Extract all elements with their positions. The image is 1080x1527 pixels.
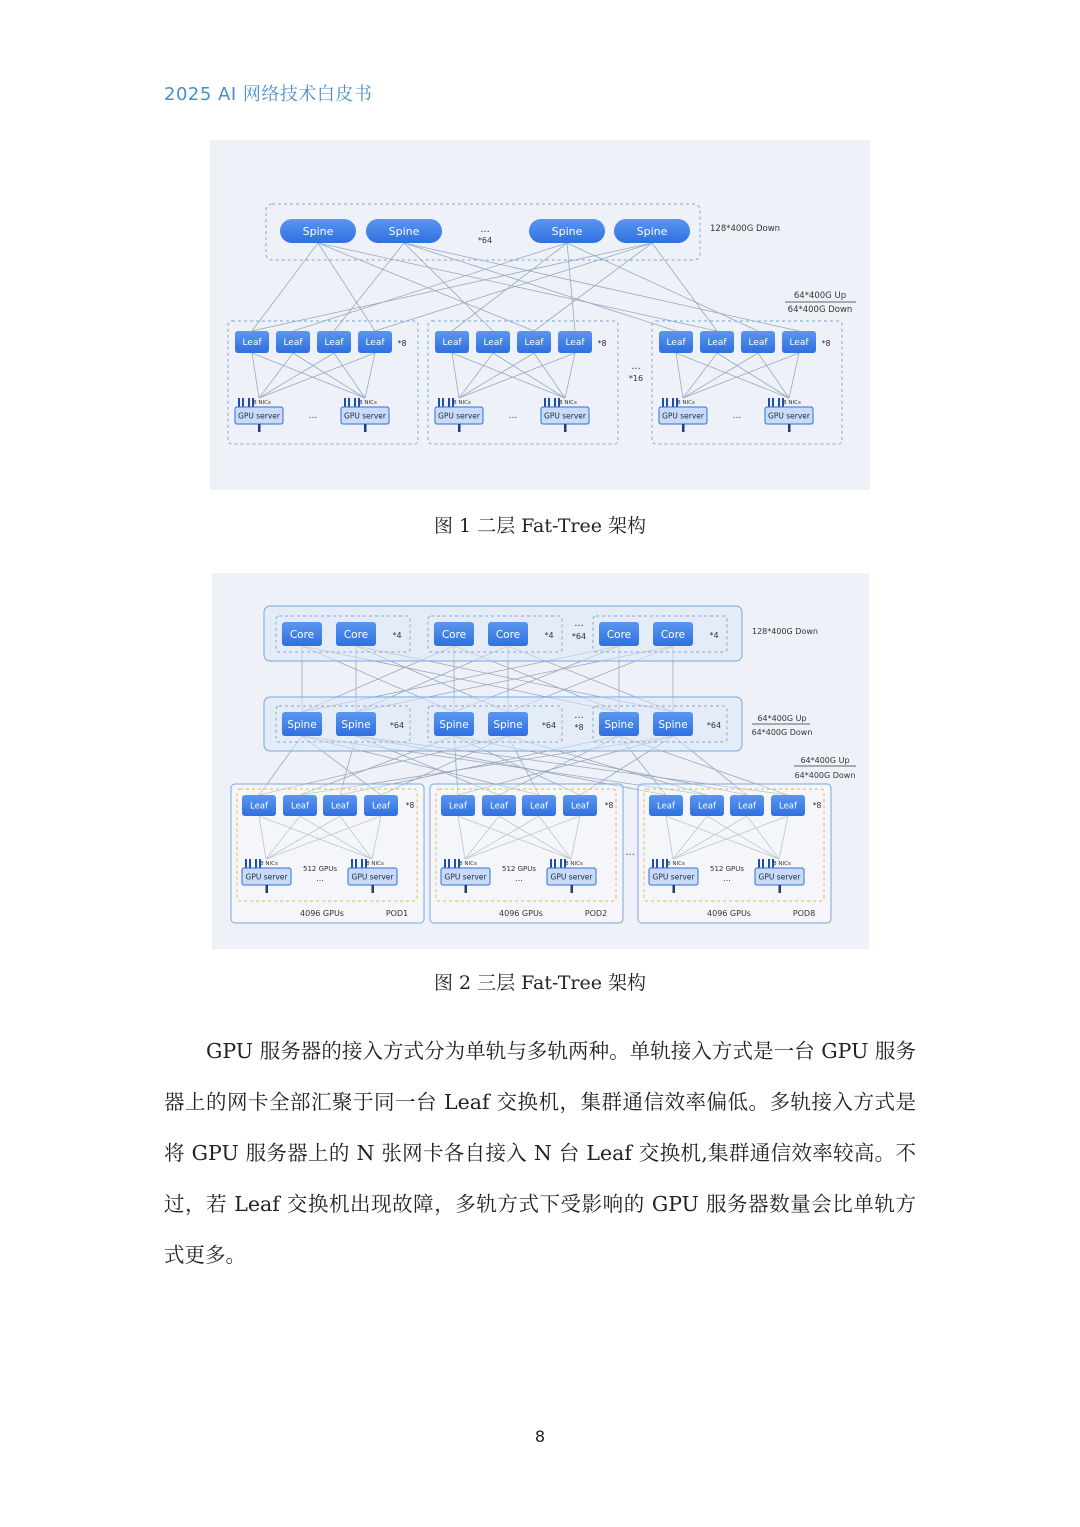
gpu-server [435,398,483,432]
spine-switch [599,712,639,736]
core-switch-label: Core [495,628,521,641]
core-switch-label: Core [289,628,315,641]
nics-label: 8 NICs [773,861,791,867]
core-switch [599,622,639,646]
server-label: GPU server [758,872,801,882]
leaf-switch-label: Leaf [737,801,757,812]
leaf-switch-label: Leaf [778,801,798,812]
spine-switch-label: Spine [287,718,317,731]
core-switch-label: Core [660,628,686,641]
svg-text:Spine: Spine [636,225,668,238]
core-switch [488,622,528,646]
spine-count-note: *64 [477,236,493,245]
leaf-switch-label: Leaf [324,338,344,349]
leaf-count-note: *8 [821,339,831,348]
leaf-switch-label: Leaf [442,338,462,349]
spine-up-label: 64*400G Up [757,714,807,723]
leaf-switch-label: Leaf [565,338,585,349]
gpu-server [659,398,707,432]
spine-group-note: *64 [389,721,405,730]
leaf-switch [690,795,724,816]
leaf-switch-label: Leaf [290,801,310,812]
leaf-switch [276,331,310,353]
nics-label: 8 NICs [366,861,384,867]
nics-label: 8 NICs [677,400,695,406]
gpu-server [541,398,589,432]
leaf-switch [563,795,597,816]
leaf-switch [782,331,816,353]
leaf-note: *8 [604,801,614,810]
spine-switch [366,219,442,243]
body-paragraph: GPU 服务器的接入方式分为单轨与多轨两种。单轨接入方式是一台 GPU 服务器上的网卡全部汇聚于同一台 Leaf 交换机，集群通信效率偏低。多轨接入方式是将 GPU 服务器上的 N 张网卡各自接入 N 台 Leaf 交换机,集群通信效率较高。不过，若 Leaf 交换机出现故障，多轨方式下受影响的 GPU 服务器数量会比单轨方式更多。 [164,1039,916,1267]
leaf-switch-label: Leaf [489,801,509,812]
leaf-switch [476,331,510,353]
leaf-switch-label: Leaf [789,338,809,349]
pod-count-note: *16 [628,374,644,383]
server-label: GPU server [768,411,810,421]
spine-switch [282,712,322,736]
svg-text:Spine: Spine [551,225,583,238]
pod-name: POD2 [584,909,608,918]
leaf-switch-label: Leaf [707,338,727,349]
ellipsis: ... [723,874,731,883]
svg-text:Spine: Spine [302,225,334,238]
leaf-up-label: 64*400G Up [793,291,847,301]
nics-label: 8 NICs [783,400,801,406]
ellipsis: ... [732,411,742,421]
core-switch-label: Core [343,628,369,641]
leaf-switch [317,331,351,353]
leaf-switch [558,331,592,353]
ellipsis: ... [515,874,523,883]
leaf-switch-label: Leaf [448,801,468,812]
nics-label: 8 NICs [565,861,583,867]
leaf-switch [364,795,398,816]
leaf-switch [242,795,276,816]
spine-group-note: *64 [541,721,557,730]
pod-name: POD8 [792,909,816,918]
core-group-note: *4 [544,631,554,640]
leaf-switch [358,331,392,353]
leaf-switch-label: Leaf [748,338,768,349]
server-label: GPU server [351,872,394,882]
leaf-note: *8 [812,801,822,810]
document-header: 2025 AI 网络技术白皮书 [164,84,373,105]
leaf-switch-label: Leaf [524,338,544,349]
leaf-switch [659,331,693,353]
spine-switch [614,219,690,243]
spine-switch-label: Spine [658,718,688,731]
leaf-switch-label: Leaf [365,338,385,349]
leaf-switch-label: Leaf [283,338,303,349]
figure-three-tier-fat-tree [212,573,869,949]
core-switch-label: Core [606,628,632,641]
leaf-switch [283,795,317,816]
spine-group-note: *64 [706,721,722,730]
core-group-note: *4 [392,631,402,640]
server-label: GPU server [444,872,487,882]
gpus-in-group: 512 GPUs [709,865,745,873]
ellipsis: ... [480,224,490,235]
nics-label: 8 NICs [359,400,377,406]
fat-tree-3-diagram [212,573,869,949]
leaf-switch-label: Leaf [242,338,262,349]
ellipsis: ... [508,411,518,421]
nics-label: 8 NICs [559,400,577,406]
gpu-server [765,398,813,432]
pod-gpu-count: 4096 GPUs [300,909,344,918]
leaf-count-note: *8 [397,339,407,348]
core-switch [434,622,474,646]
leaf-switch-label: Leaf [529,801,549,812]
core-down-label: 128*400G Down [752,627,818,636]
spine-down-label: 128*400G Down [710,224,781,234]
spine-switch [529,219,605,243]
leaf-count-note: *8 [597,339,607,348]
leaf-switch-label: Leaf [371,801,391,812]
spine-down-label: 64*400G Down [751,728,813,737]
leaf-switch [771,795,805,816]
nics-label: 8 NICs [453,400,471,406]
pod-name: POD1 [385,909,409,918]
ellipsis: ... [308,411,318,421]
spine-switch [488,712,528,736]
leaf-switch-label: Leaf [249,801,269,812]
page-number: 8 [534,1427,546,1446]
leaf-switch [730,795,764,816]
ellipsis: ... [316,874,324,883]
spine-switch-label: Spine [439,718,469,731]
ellipsis: ... [574,710,584,721]
leaf-switch [435,331,469,353]
leaf-switch-label: Leaf [666,338,686,349]
server-label: GPU server [652,872,695,882]
leaf-switch [323,795,357,816]
spine-switch [653,712,693,736]
gpu-server [235,398,283,432]
figure-2-caption: 图 2 三层 Fat-Tree 架构 [433,972,647,994]
spine-switch [434,712,474,736]
leaf-down-label: 64*400G Down [794,771,856,780]
leaf-switch-label: Leaf [656,801,676,812]
leaf-down-label: 64*400G Down [787,305,853,315]
spine-switch-label: Spine [604,718,634,731]
server-label: GPU server [550,872,593,882]
ellipsis: ... [625,847,635,858]
gpus-in-group: 512 GPUs [501,865,537,873]
leaf-up-label: 64*400G Up [800,756,850,765]
svg-text:Spine: Spine [388,225,420,238]
server-label: GPU server [662,411,704,421]
core-switch [282,622,322,646]
gpu-server [341,398,389,432]
server-label: GPU server [438,411,480,421]
leaf-switch [700,331,734,353]
figure-two-tier-fat-tree [210,140,870,490]
pod-gpu-count: 4096 GPUs [499,909,543,918]
leaf-switch-label: Leaf [330,801,350,812]
nics-label: 8 NICs [459,861,477,867]
figure-1-caption: 图 1 二层 Fat-Tree 架构 [433,515,647,537]
server-label: GPU server [245,872,288,882]
nics-label: 8 NICs [253,400,271,406]
leaf-switch [649,795,683,816]
fat-tree-2-diagram [210,140,870,490]
spine-switch-label: Spine [493,718,523,731]
leaf-switch [522,795,556,816]
core-group-note: *4 [709,631,719,640]
leaf-switch-label: Leaf [483,338,503,349]
spine-groups-note: *8 [574,723,584,732]
server-label: GPU server [238,411,280,421]
core-switch-label: Core [441,628,467,641]
leaf-switch [741,331,775,353]
nics-label: 8 NICs [260,861,278,867]
leaf-switch [517,331,551,353]
core-switch [336,622,376,646]
server-label: GPU server [544,411,586,421]
pod-gpu-count: 4096 GPUs [707,909,751,918]
leaf-note: *8 [405,801,415,810]
leaf-switch [482,795,516,816]
core-switch [653,622,693,646]
server-label: GPU server [344,411,386,421]
spine-switch [336,712,376,736]
leaf-switch [235,331,269,353]
spine-switch-label: Spine [341,718,371,731]
leaf-switch-label: Leaf [570,801,590,812]
ellipsis: ... [631,361,641,372]
gpus-in-group: 512 GPUs [302,865,338,873]
leaf-switch-label: Leaf [697,801,717,812]
nics-label: 8 NICs [667,861,685,867]
spine-switch [280,219,356,243]
core-groups-note: *64 [571,632,587,641]
ellipsis: ... [574,618,584,629]
leaf-switch [441,795,475,816]
